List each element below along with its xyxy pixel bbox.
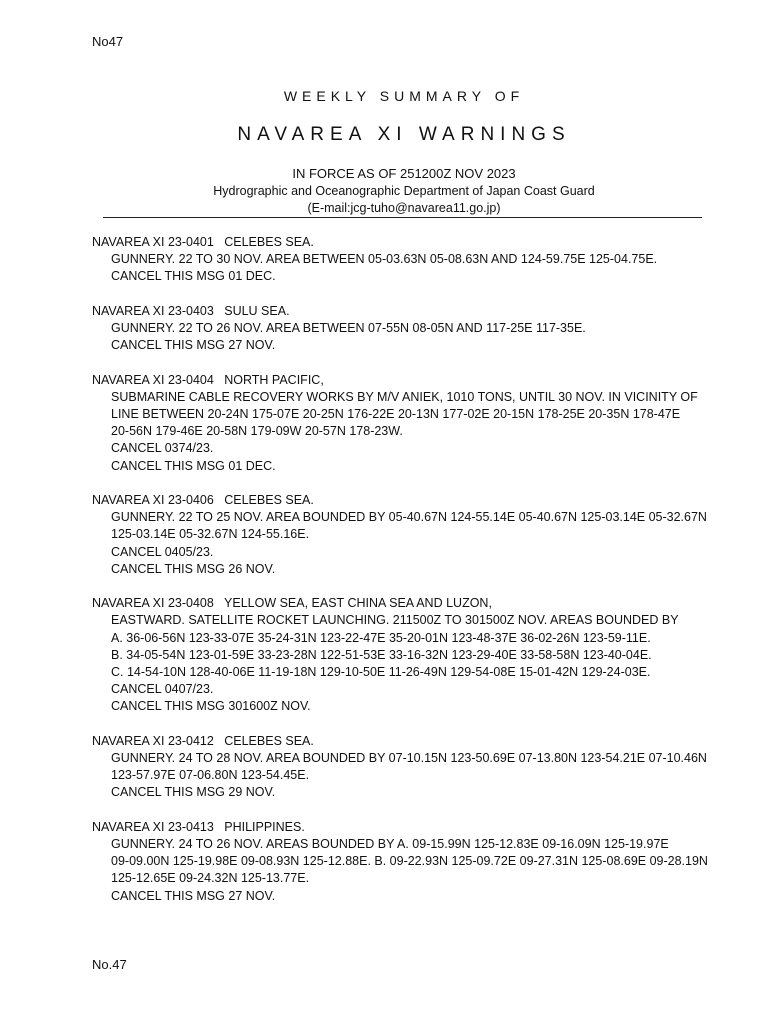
warning-line: CANCEL THIS MSG 01 DEC.: [111, 458, 276, 473]
warning-entry: [92, 595, 722, 715]
warning-line: 09-09.00N 125-19.98E 09-08.93N 125-12.88E. B. 09-22.93N 125-09.72E 09-27.31N 125-08.69E 09-28.19N: [111, 854, 708, 869]
warning-line: SUBMARINE CABLE RECOVERY WORKS BY M/V ANIEK, 1010 TONS, UNTIL 30 NOV. IN VICINITY OF: [111, 389, 698, 404]
warning-heading: NAVAREA XI 23-0401 CELEBES SEA.: [92, 235, 314, 249]
warning-line: GUNNERY. 22 TO 30 NOV. AREA BETWEEN 05-03.63N 05-08.63N AND 124-59.75E 125-04.75E.: [111, 252, 658, 267]
warning-heading: NAVAREA XI 23-0406 CELEBES SEA.: [92, 493, 314, 507]
contact-email: (E-mail:jcg-tuho@navarea11.go.jp): [307, 201, 501, 215]
warning-heading: NAVAREA XI 23-0412 CELEBES SEA.: [92, 733, 314, 748]
warning-body: [92, 320, 722, 354]
warning-entry: [92, 303, 722, 355]
title-weekly-summary: WEEKLY SUMMARY OF: [283, 88, 525, 104]
warnings-list: [92, 234, 722, 922]
warning-entry: [92, 372, 722, 475]
warning-heading: NAVAREA XI 23-0408 YELLOW SEA, EAST CHINA SEA AND LUZON,: [92, 596, 492, 611]
header-divider: [103, 217, 702, 218]
warning-line: CANCEL THIS MSG 27 NOV.: [111, 888, 276, 903]
warning-line: CANCEL THIS MSG 26 NOV.: [111, 561, 276, 576]
warning-line: B. 34-05-54N 123-01-59E 33-23-28N 122-51-53E 33-16-32N 123-29-40E 33-58-58N 123-40-04E.: [111, 647, 652, 662]
in-force-date: IN FORCE AS OF 251200Z NOV 2023: [292, 166, 516, 181]
warning-line: GUNNERY. 24 TO 26 NOV. AREAS BOUNDED BY A. 09-15.99N 125-12.83E 09-16.09N 125-19.97E: [111, 837, 669, 852]
warning-line: A. 36-06-56N 123-33-07E 35-24-31N 123-22-47E 35-20-01N 123-48-37E 36-02-26N 123-59-11E.: [111, 630, 651, 645]
warning-entry: [92, 733, 722, 802]
warning-line: 20-56N 179-46E 20-58N 179-09W 20-57N 178-23W.: [111, 424, 403, 439]
warning-line: CANCEL 0405/23.: [111, 544, 214, 559]
warning-line: GUNNERY. 22 TO 26 NOV. AREA BETWEEN 07-55N 08-05N AND 117-25E 117-35E.: [111, 321, 586, 335]
warning-line: 123-57.97E 07-06.80N 123-54.45E.: [111, 768, 310, 783]
warning-line: 125-03.14E 05-32.67N 124-55.16E.: [111, 527, 310, 542]
warning-entry: [92, 492, 722, 578]
page-number-top: No47: [92, 34, 124, 49]
warning-line: EASTWARD. SATELLITE ROCKET LAUNCHING. 211500Z TO 301500Z NOV. AREAS BOUNDED BY: [111, 613, 679, 628]
page-number-bottom: No.47: [92, 957, 127, 972]
warning-body: [92, 389, 722, 475]
warning-line: C. 14-54-10N 128-40-06E 11-19-18N 129-10-50E 11-26-49N 129-54-08E 15-01-42N 129-24-03E.: [111, 665, 651, 680]
department-name: Hydrographic and Oceanographic Department of Japan Coast Guard: [213, 184, 595, 198]
warning-body: [92, 750, 722, 802]
warning-body: [92, 612, 722, 715]
warning-line: CANCEL 0407/23.: [111, 682, 214, 697]
warning-body: [92, 509, 722, 578]
warning-line: CANCEL THIS MSG 29 NOV.: [111, 785, 276, 800]
warning-line: CANCEL THIS MSG 27 NOV.: [111, 338, 276, 353]
warning-body: [92, 836, 722, 905]
warning-line: GUNNERY. 24 TO 28 NOV. AREA BOUNDED BY 07-10.15N 123-50.69E 07-13.80N 123-54.21E 07-10.46N: [111, 751, 707, 766]
warning-body: [92, 251, 722, 285]
warning-line: CANCEL THIS MSG 301600Z NOV.: [111, 699, 311, 714]
title-navarea-warnings: NAVAREA XI WARNINGS: [237, 124, 571, 145]
warning-entry: [92, 234, 722, 286]
warning-heading: NAVAREA XI 23-0403 SULU SEA.: [92, 303, 290, 318]
warning-line: CANCEL 0374/23.: [111, 441, 214, 456]
warning-line: CANCEL THIS MSG 01 DEC.: [111, 269, 276, 284]
warning-entry: [92, 819, 722, 905]
warning-line: 125-12.65E 09-24.32N 125-13.77E.: [111, 871, 310, 886]
warning-heading: NAVAREA XI 23-0404 NORTH PACIFIC,: [92, 372, 324, 387]
warning-line: GUNNERY. 22 TO 25 NOV. AREA BOUNDED BY 05-40.67N 124-55.14E 05-40.67N 125-03.14E 05-32.67N: [111, 510, 707, 525]
warning-line: LINE BETWEEN 20-24N 175-07E 20-25N 176-22E 20-13N 177-02E 20-15N 178-25E 20-35N 178-47E: [111, 407, 681, 421]
warning-heading: NAVAREA XI 23-0413 PHILIPPINES.: [92, 819, 305, 834]
